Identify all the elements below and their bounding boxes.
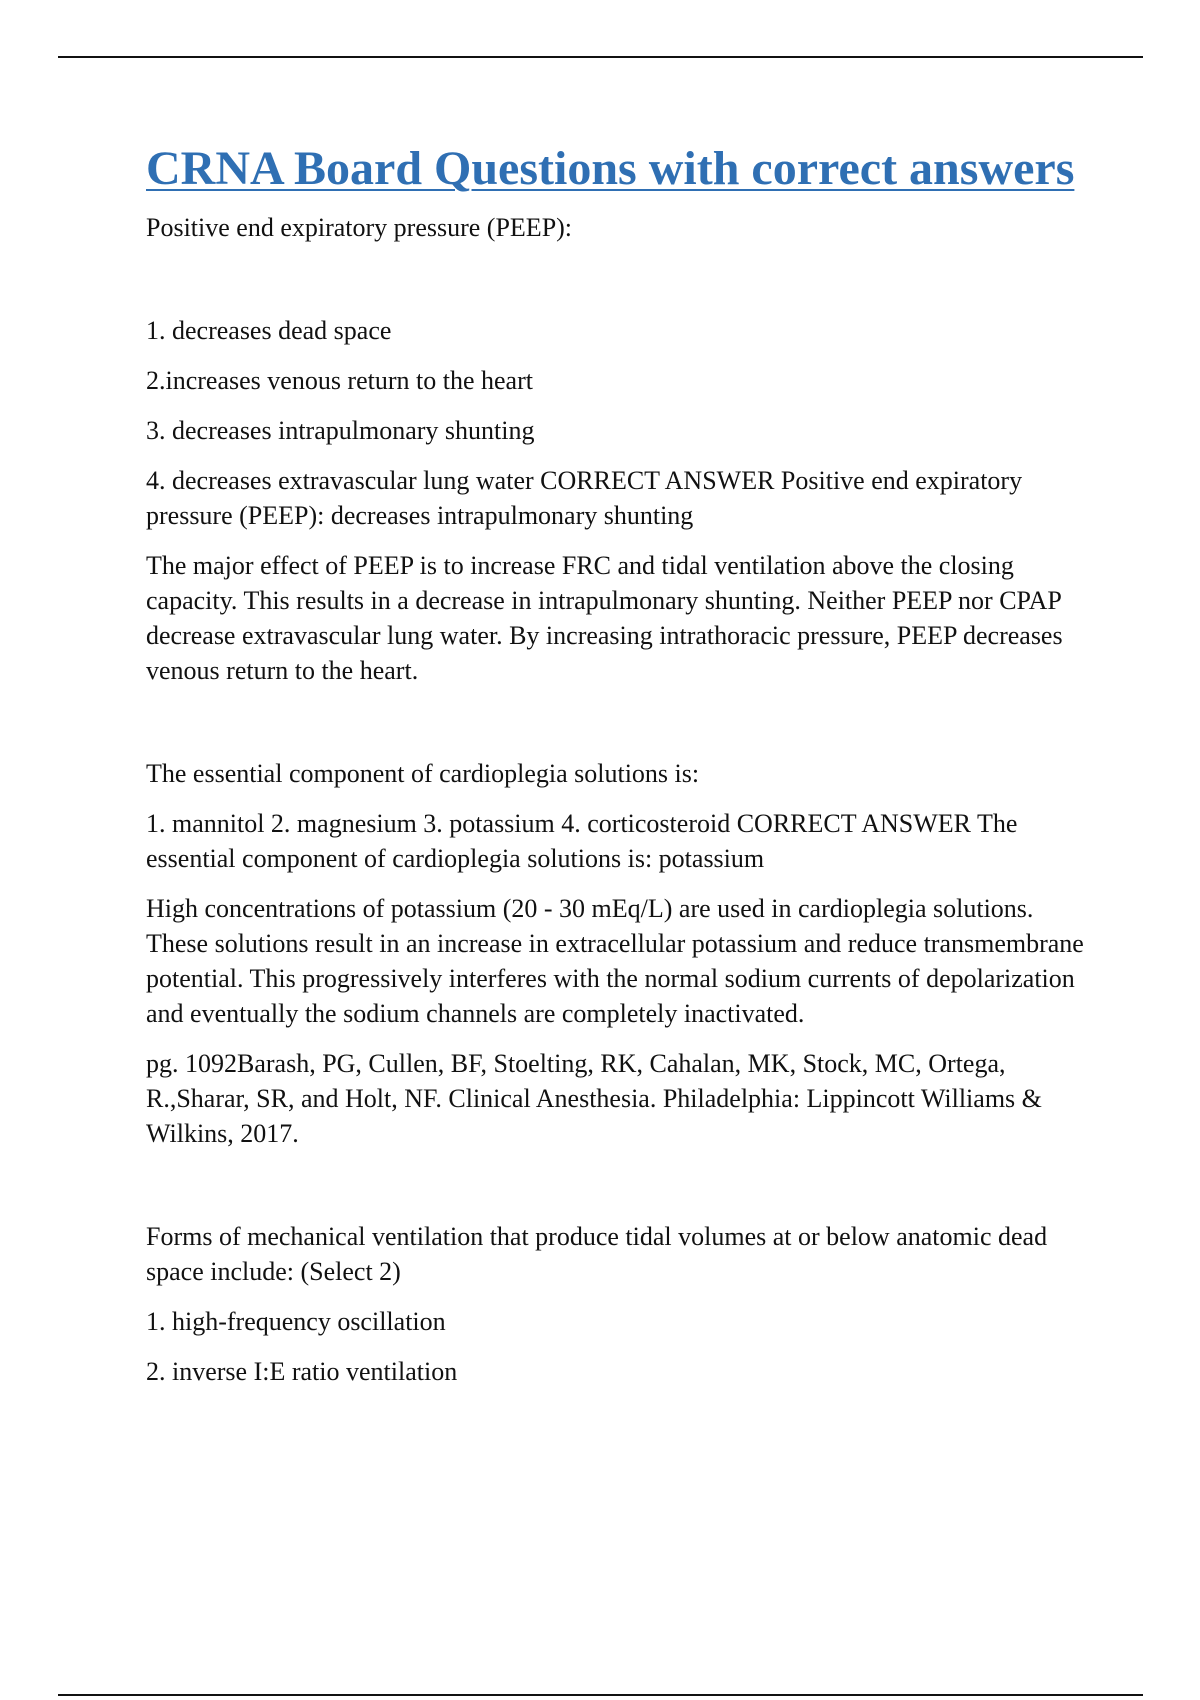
q2-options-answer: 1. mannitol 2. magnesium 3. potassium 4. corticosteroid CORRECT ANSWER The essential component of cardioplegia solutions is: potassium	[146, 808, 1018, 873]
q2-reference: pg. 1092Barash, PG, Cullen, BF, Stoelting, RK, Cahalan, MK, Stock, MC, Ortega, R.,Sharar, SR, and Holt, NF. Clinical Anesthesia. Philadelphia: Lippincott Williams & Wilkins, 2017.	[146, 1048, 1042, 1148]
q2-explanation: High concentrations of potassium (20 - 30 mEq/L) are used in cardioplegia solutions. These solutions result in an increase in extracellular potassium and reduce transmembrane potential. This progressively interferes with the normal sodium currents of depolarization and eventually the sodium channels are completely inactivated.	[146, 893, 1084, 1028]
document-body	[146, 140, 1091, 1404]
q1-stem: Positive end expiratory pressure (PEEP):	[146, 212, 573, 242]
q1-explanation: The major effect of PEEP is to increase FRC and tidal ventilation above the closing capacity. This results in a decrease in intrapulmonary shunting. Neither PEEP nor CPAP decrease extravascular lung water. By increasing intrathoracic pressure, PEEP decreases venous return to the heart.	[146, 550, 1063, 685]
footer-rule	[58, 1694, 1143, 1696]
document-title: CRNA Board Questions with correct answers	[146, 142, 1075, 195]
q3-option-2: 2. inverse I:E ratio ventilation	[146, 1356, 458, 1386]
header-rule	[58, 56, 1143, 58]
q1-option-2: 2.increases venous return to the heart	[146, 365, 533, 395]
q2-stem: The essential component of cardioplegia solutions is:	[146, 758, 700, 788]
q1-option-4-answer: 4. decreases extravascular lung water CORRECT ANSWER Positive end expiratory pressure (PEEP): decreases intrapulmonary shunting	[146, 465, 1023, 530]
q1-option-3: 3. decreases intrapulmonary shunting	[146, 415, 535, 445]
q1-option-1: 1. decreases dead space	[146, 315, 392, 345]
q3-stem: Forms of mechanical ventilation that produce tidal volumes at or below anatomic dead space include: (Select 2)	[146, 1221, 1048, 1286]
q3-option-1: 1. high-frequency oscillation	[146, 1306, 446, 1336]
